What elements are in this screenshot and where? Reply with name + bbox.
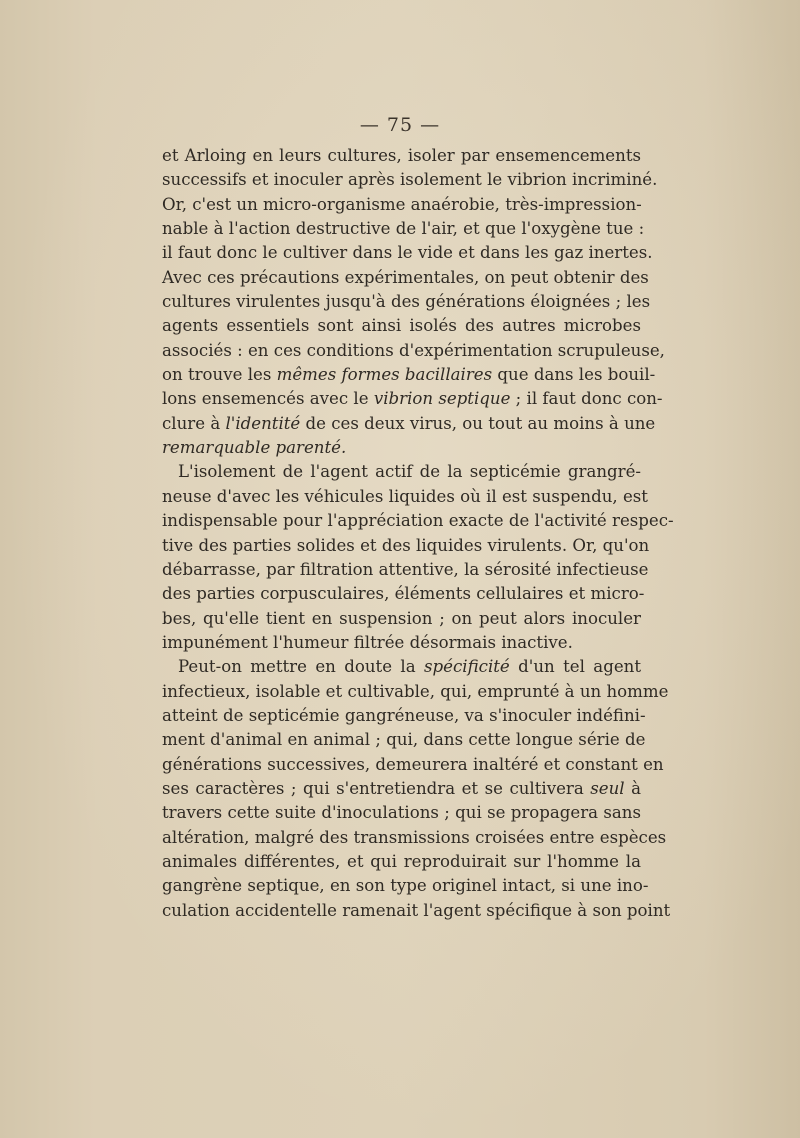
text-line [162,509,674,533]
italic-text: remarquable parenté. [162,438,347,458]
text-run: il faut donc le cultiver dans le vide et dans les gaz inertes. [162,243,653,263]
text-run: gangrène septique, en son type originel intact, si une ino- [162,876,649,896]
text-run: de ces deux virus, ou tout au moins à une [300,413,656,433]
text-line [162,850,641,874]
text-run: ment d'animal en animal ; qui, dans cette longue série de [162,730,646,750]
text-line [162,582,645,606]
text-run: cultures virulentes jusqu'à des générations éloignées ; les [162,292,651,312]
text-run: atteint de septicémie gangréneuse, va s'inoculer indéfini- [162,705,646,725]
text-line [162,290,651,314]
italic-text: spécificité [424,657,510,677]
text-line [162,412,656,436]
text-run: culation accidentelle ramenait l'agent spécifique à son point [162,900,671,920]
text-run: neuse d'avec les véhicules liquides où il est suspendu, est [162,486,648,506]
body-text [162,144,674,923]
text-line [162,534,650,558]
text-line [162,339,665,363]
italic-text: mêmes formes bacillaires [276,365,493,385]
text-line [162,801,641,825]
text-run: travers cette suite d'inoculations ; qui se propagera sans [162,803,641,823]
text-run: successifs et inoculer après isolement le vibrion incriminé. [162,170,658,190]
text-run: altération, malgré des transmissions croisées entre espèces [162,827,667,847]
text-line [162,631,641,655]
text-line [162,436,641,460]
text-line [162,363,656,387]
text-line [162,387,663,411]
text-line [162,655,641,679]
text-line [162,460,641,484]
text-line [162,241,653,265]
text-run: on trouve les [162,365,277,385]
text-line [162,826,667,850]
text-run: lons ensemencés avec le [162,389,374,409]
italic-text: vibrion septique [373,389,511,409]
text-line [162,193,641,217]
text-run: infectieux, isolable et cultivable, qui, emprunté à un homme [162,681,669,701]
text-run: Or, c'est un micro-organisme anaérobie, très-impression- [162,194,642,214]
text-line [162,217,645,241]
text-run: bes, qu'elle tient en suspension ; on peut alors inoculer [162,608,641,628]
text-run: ; il faut donc con- [510,389,663,409]
text-line [162,314,641,338]
text-line [162,680,669,704]
text-run: débarrasse, par filtration attentive, la sérosité infectieuse [162,559,649,579]
text-run: Avec ces précautions expérimentales, on peut obtenir des [162,267,649,287]
text-run: L'isolement de l'agent actif de la septicémie grangré- [178,462,641,482]
text-run: des parties corpusculaires, éléments cellulaires et micro- [162,584,645,604]
text-run: et Arloing en leurs cultures, isoler par ensemencements [162,146,641,165]
text-run: que dans les bouil- [492,365,656,385]
text-run: à [624,778,641,798]
text-line [162,168,658,192]
text-run: générations successives, demeurera inaltéré et constant en [162,754,664,774]
text-run: indispensable pour l'appréciation exacte de l'activité respec- [162,511,674,531]
text-run: impunément l'humeur filtrée désormais inactive. [162,632,573,652]
text-run: associés : en ces conditions d'expérimentation scrupuleuse, [162,340,665,360]
text-run: d'un tel agent [509,657,641,677]
text-run: nable à l'action destructive de l'air, et que l'oxygène tue : [162,219,645,239]
text-line [162,485,648,509]
text-line [162,777,641,801]
page-number: — 75 — [359,114,441,136]
text-run: animales différentes, et qui reproduirait sur l'homme la [162,851,641,871]
text-line [162,874,649,898]
text-run: tive des parties solides et des liquides virulents. Or, qu'on [162,535,650,555]
text-run: agents essentiels sont ainsi isolés des autres microbes [162,316,641,336]
text-line [162,266,649,290]
text-line [162,753,664,777]
text-run: clure à [162,413,226,433]
text-run: ses caractères ; qui s'entretiendra et se cultivera [162,778,591,798]
italic-text: l'identité [225,413,301,433]
text-line [162,607,641,631]
italic-text: seul [590,778,625,798]
text-line [162,144,641,168]
text-line [162,899,671,923]
text-line [162,558,649,582]
text-run: Peut-on mettre en doute la [178,657,425,677]
text-line [162,704,646,728]
text-line [162,728,646,752]
